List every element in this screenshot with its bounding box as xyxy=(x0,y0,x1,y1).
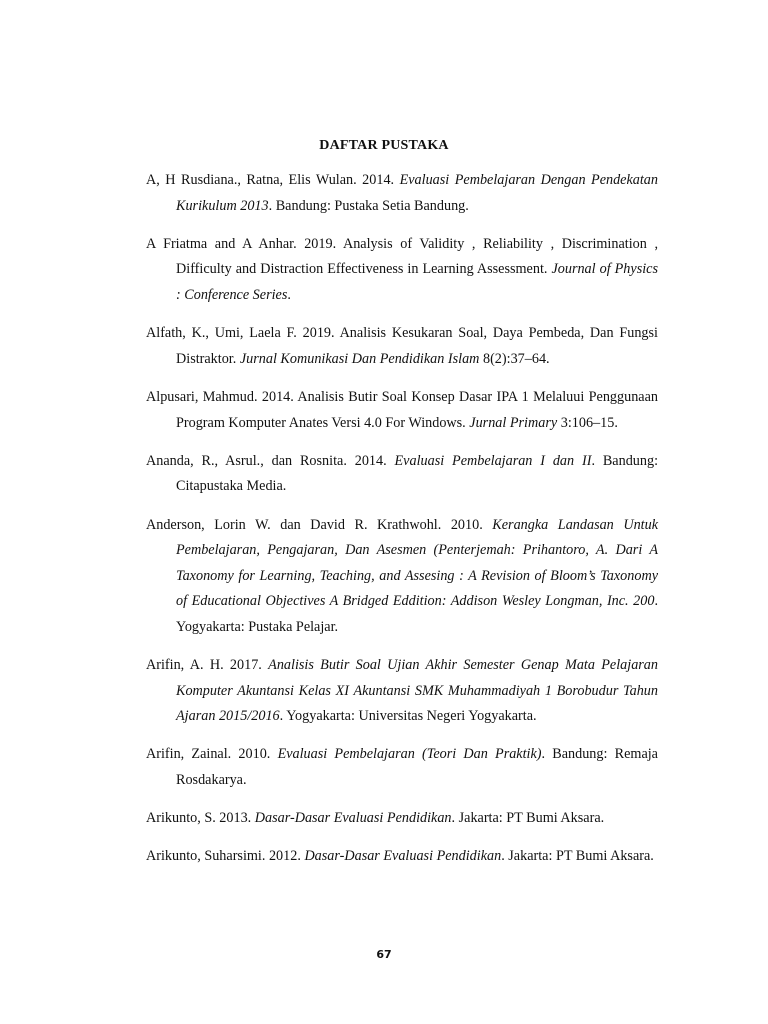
reference-authors-year: Ananda, R., Asrul., dan Rosnita. 2014. xyxy=(146,452,395,469)
reference-entry xyxy=(146,232,658,309)
reference-publisher: 8(2):37–64. xyxy=(479,350,550,367)
page-title: DAFTAR PUSTAKA xyxy=(319,138,449,153)
reference-title: Evaluasi Pembelajaran Dengan Pendekatan Kurikulum 2013 xyxy=(176,172,658,214)
reference-entry xyxy=(146,806,658,832)
reference-entry xyxy=(146,653,658,730)
reference-authors-year: A Friatma and A Anhar. 2019. Analysis of Validity , Reliability , Discrimination , Difficulty and Distraction Effectiveness in Learning Assessment. xyxy=(146,235,658,278)
reference-title: Kerangka Landasan Untuk Pembelajaran, Pengajaran, Dan Asesmen (Penterjemah: Prihantoro, A. Dari A Taxonomy for Learning, Teaching, and Assesing : A Revision of Bloom’s Taxonomy of Educational Objectives A Bridged Eddition: Addison Wesley Longman, Inc. 200 xyxy=(176,516,658,610)
reference-entry xyxy=(146,321,658,372)
reference-publisher: . Yogyakarta: Pustaka Pelajar. xyxy=(176,593,658,635)
reference-entry xyxy=(146,513,658,641)
reference-publisher: . Jakarta: PT Bumi Aksara. xyxy=(451,810,605,827)
reference-entry xyxy=(146,844,658,870)
reference-authors-year: Arifin, Zainal. 2010. xyxy=(146,746,278,763)
reference-entry xyxy=(146,449,658,500)
reference-entry xyxy=(146,742,658,793)
reference-title: Dasar-Dasar Evaluasi Pendidikan xyxy=(254,810,452,827)
reference-publisher: . Yogyakarta: Universitas Negeri Yogyakarta. xyxy=(279,708,537,725)
reference-publisher: . Bandung: Pustaka Setia Bandung. xyxy=(268,197,469,214)
reference-title: Evaluasi Pembelajaran I dan II xyxy=(394,452,592,469)
reference-authors-year: Anderson, Lorin W. dan David R. Krathwohl. 2010. xyxy=(146,516,493,533)
reference-authors-year: Arikunto, S. 2013. xyxy=(146,810,255,827)
reference-title: Dasar-Dasar Evaluasi Pendidikan xyxy=(304,848,502,865)
reference-title: Jurnal Primary xyxy=(469,414,558,431)
reference-title: Jurnal Komunikasi Dan Pendidikan Islam xyxy=(239,350,480,367)
reference-publisher: . Bandung: Citapustaka Media. xyxy=(176,452,659,495)
reference-authors-year: Arifin, A. H. 2017. xyxy=(146,657,269,674)
reference-publisher: 3:106–15. xyxy=(557,414,618,431)
reference-entry xyxy=(146,385,658,436)
reference-title: Evaluasi Pembelajaran (Teori Dan Praktik) xyxy=(277,746,542,763)
reference-authors-year: Alfath, K., Umi, Laela F. 2019. Analisis Kesukaran Soal, Daya Pembeda, Dan Fungsi Distraktor. xyxy=(146,325,658,367)
reference-authors-year: A, H Rusdiana., Ratna, Elis Wulan. 2014. xyxy=(146,172,400,188)
page-number: 67 xyxy=(376,948,392,961)
reference-title: Analisis Butir Soal Ujian Akhir Semester Genap Mata Pelajaran Komputer Akuntansi Kelas XI Akuntansi SMK Muhammadiyah 1 Borobudur Tahun Ajaran 2015/2016 xyxy=(176,657,658,725)
reference-list xyxy=(146,168,658,883)
reference-publisher: . Bandung: Remaja Rosdakarya. xyxy=(176,746,658,789)
reference-authors-year: Arikunto, Suharsimi. 2012. xyxy=(146,848,305,865)
reference-entry xyxy=(146,168,658,219)
reference-title: Journal of Physics : Conference Series xyxy=(176,261,658,303)
reference-publisher: . Jakarta: PT Bumi Aksara. xyxy=(501,848,654,865)
reference-publisher: . xyxy=(287,286,291,303)
reference-authors-year: Alpusari, Mahmud. 2014. Analisis Butir Soal Konsep Dasar IPA 1 Melaluui Penggunaan Program Komputer Anates Versi 4.0 For Windows. xyxy=(146,388,658,431)
